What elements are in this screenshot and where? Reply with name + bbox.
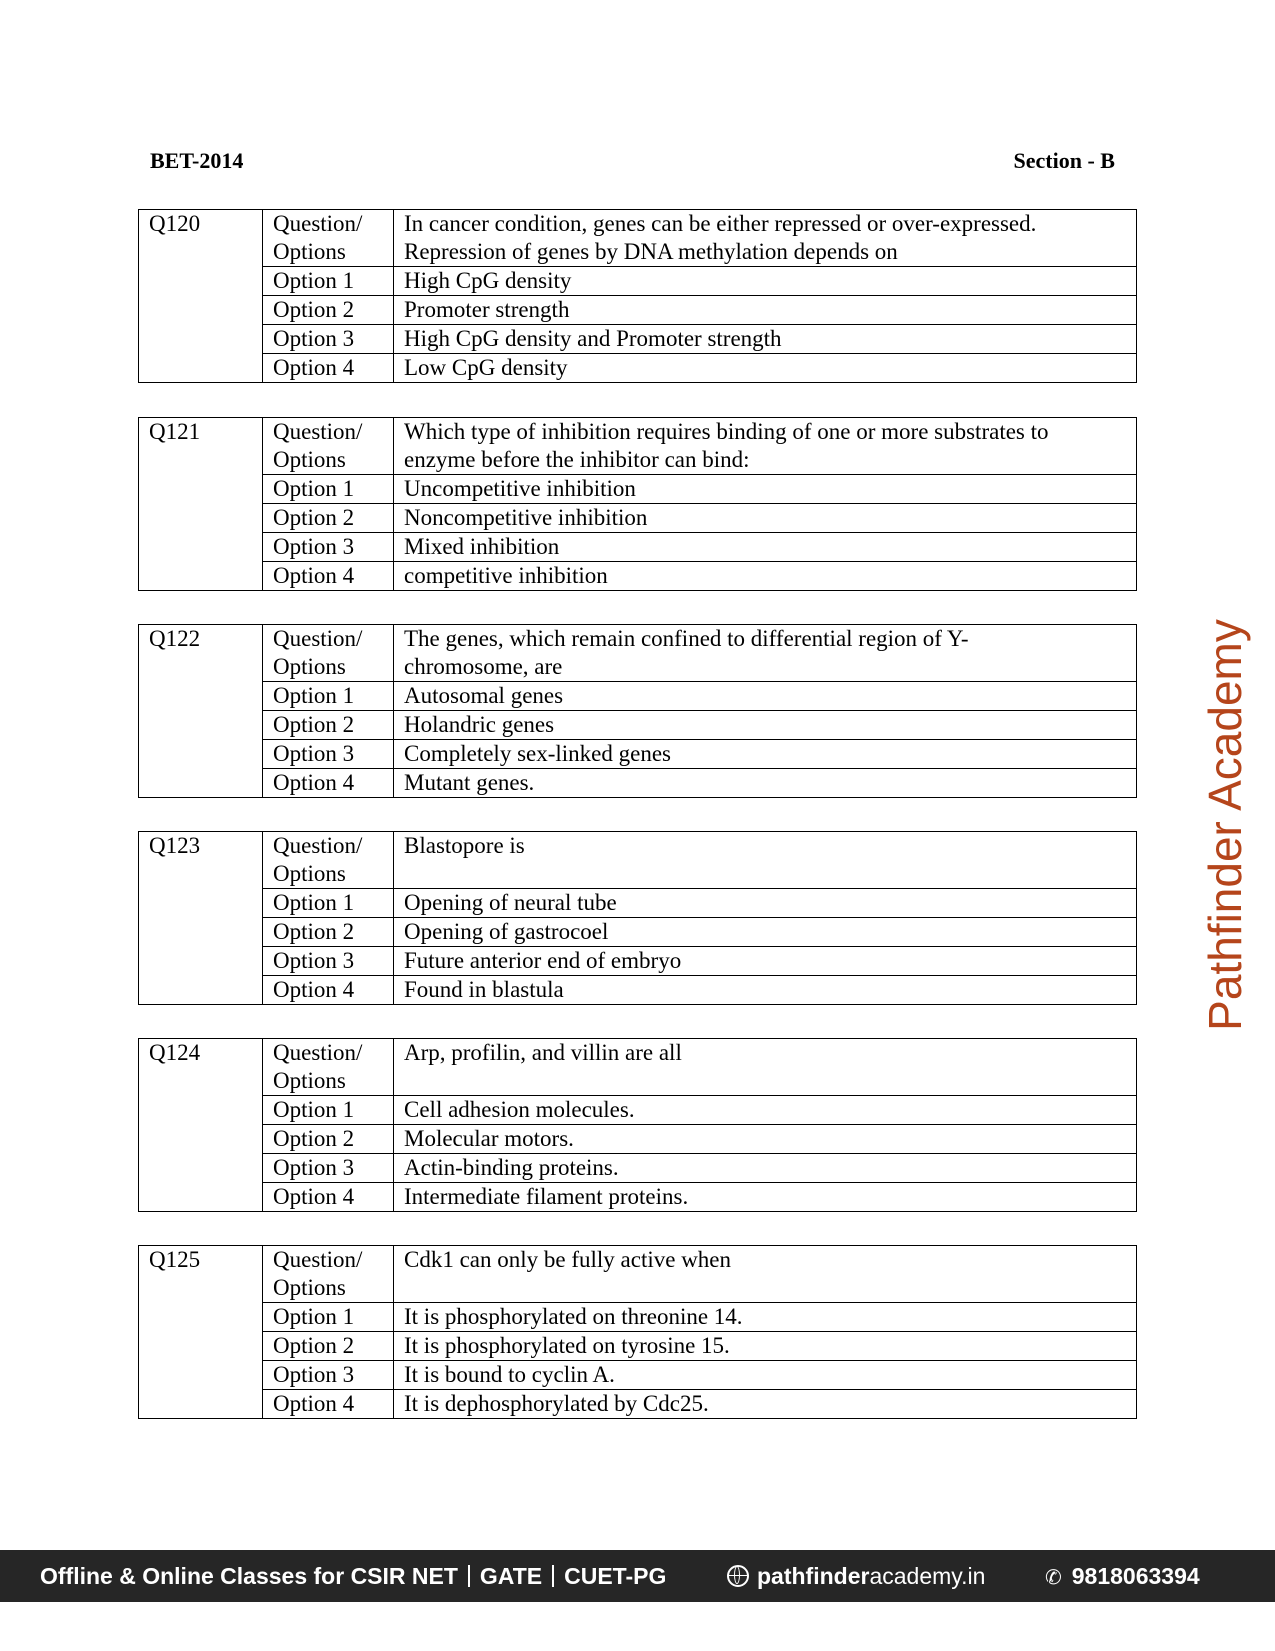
option-text: Mutant genes. (394, 769, 1137, 798)
option-text: Noncompetitive inhibition (394, 504, 1137, 533)
option-text: Uncompetitive inhibition (394, 475, 1137, 504)
question-number: Q121 (139, 418, 263, 591)
section-label: Section - B (1013, 148, 1115, 173)
question-label: Question/ Options (263, 625, 394, 682)
option-label: Option 4 (263, 1390, 394, 1419)
phone-icon: ✆ (1045, 1567, 1062, 1589)
option-label: Option 1 (263, 1096, 394, 1125)
question-label: Question/ Options (263, 210, 394, 267)
option-label: Option 1 (263, 267, 394, 296)
question-label: Question/ Options (263, 418, 394, 475)
divider (468, 1565, 470, 1587)
option-text: It is bound to cyclin A. (394, 1361, 1137, 1390)
option-label: Option 2 (263, 1125, 394, 1154)
option-label: Option 3 (263, 740, 394, 769)
question-number: Q123 (139, 832, 263, 1005)
phone-number: 9818063394 (1071, 1563, 1200, 1589)
globe-icon (727, 1565, 749, 1587)
option-label: Option 4 (263, 769, 394, 798)
option-text: Actin-binding proteins. (394, 1154, 1137, 1183)
question-table (138, 831, 1137, 1005)
question-table (138, 1038, 1137, 1212)
option-text: Future anterior end of embryo (394, 947, 1137, 976)
footer-classes-text: Offline & Online Classes for CSIR NET (40, 1563, 458, 1589)
footer-bar (0, 1550, 1275, 1602)
website-bold-text: pathfinder (757, 1563, 870, 1589)
question-text: Which type of inhibition requires binding of one or more substrates to enzyme before the inhibitor can bind: (394, 418, 1137, 475)
option-label: Option 2 (263, 504, 394, 533)
option-text: High CpG density (394, 267, 1137, 296)
option-label: Option 2 (263, 296, 394, 325)
footer-gate-text: GATE (479, 1563, 543, 1589)
divider (552, 1565, 554, 1587)
question-block-q125 (138, 1245, 1137, 1419)
option-text: Opening of neural tube (394, 889, 1137, 918)
question-number: Q120 (139, 210, 263, 383)
option-text: Intermediate filament proteins. (394, 1183, 1137, 1212)
option-text: Autosomal genes (394, 682, 1137, 711)
footer-courses (40, 1563, 666, 1590)
footer-phone[interactable] (1045, 1563, 1200, 1590)
question-text: In cancer condition, genes can be either repressed or over-expressed. Repression of genes by DNA methylation depends on (394, 210, 1137, 267)
option-label: Option 3 (263, 1154, 394, 1183)
option-text: It is phosphorylated on tyrosine 15. (394, 1332, 1137, 1361)
watermark-text: Pathfinder Academy (1199, 619, 1251, 1031)
option-text: Low CpG density (394, 354, 1137, 383)
option-text: Completely sex-linked genes (394, 740, 1137, 769)
option-text: Holandric genes (394, 711, 1137, 740)
question-block-q124 (138, 1038, 1137, 1212)
option-label: Option 3 (263, 1361, 394, 1390)
option-text: High CpG density and Promoter strength (394, 325, 1137, 354)
website-rest-text: academy.in (869, 1563, 986, 1589)
option-label: Option 3 (263, 325, 394, 354)
option-text: It is dephosphorylated by Cdc25. (394, 1390, 1137, 1419)
option-text: Mixed inhibition (394, 533, 1137, 562)
question-block-q123 (138, 831, 1137, 1005)
option-label: Option 2 (263, 711, 394, 740)
option-label: Option 2 (263, 918, 394, 947)
question-number: Q124 (139, 1039, 263, 1212)
question-block-q122 (138, 624, 1137, 798)
option-text: It is phosphorylated on threonine 14. (394, 1303, 1137, 1332)
footer-website-link[interactable] (727, 1563, 985, 1590)
question-table (138, 1245, 1137, 1419)
option-text: Promoter strength (394, 296, 1137, 325)
exam-title: BET-2014 (150, 148, 244, 173)
option-text: Found in blastula (394, 976, 1137, 1005)
question-text: Arp, profilin, and villin are all (394, 1039, 1137, 1096)
question-number: Q122 (139, 625, 263, 798)
option-label: Option 1 (263, 1303, 394, 1332)
option-label: Option 4 (263, 354, 394, 383)
option-label: Option 1 (263, 682, 394, 711)
option-label: Option 4 (263, 1183, 394, 1212)
option-label: Option 3 (263, 947, 394, 976)
question-text: Blastopore is (394, 832, 1137, 889)
question-table (138, 417, 1137, 591)
option-label: Option 4 (263, 562, 394, 591)
question-label: Question/ Options (263, 1039, 394, 1096)
question-table (138, 209, 1137, 383)
question-block-q121 (138, 417, 1137, 591)
question-number: Q125 (139, 1246, 263, 1419)
question-table (138, 624, 1137, 798)
option-text: competitive inhibition (394, 562, 1137, 591)
option-label: Option 1 (263, 475, 394, 504)
question-text: Cdk1 can only be fully active when (394, 1246, 1137, 1303)
question-label: Question/ Options (263, 1246, 394, 1303)
footer-cuet-text: CUET-PG (564, 1563, 667, 1589)
question-label: Question/ Options (263, 832, 394, 889)
option-text: Opening of gastrocoel (394, 918, 1137, 947)
option-label: Option 1 (263, 889, 394, 918)
option-label: Option 3 (263, 533, 394, 562)
question-block-q120 (138, 209, 1137, 383)
option-label: Option 2 (263, 1332, 394, 1361)
option-label: Option 4 (263, 976, 394, 1005)
option-text: Molecular motors. (394, 1125, 1137, 1154)
question-text: The genes, which remain confined to differential region of Y- chromosome, are (394, 625, 1137, 682)
option-text: Cell adhesion molecules. (394, 1096, 1137, 1125)
